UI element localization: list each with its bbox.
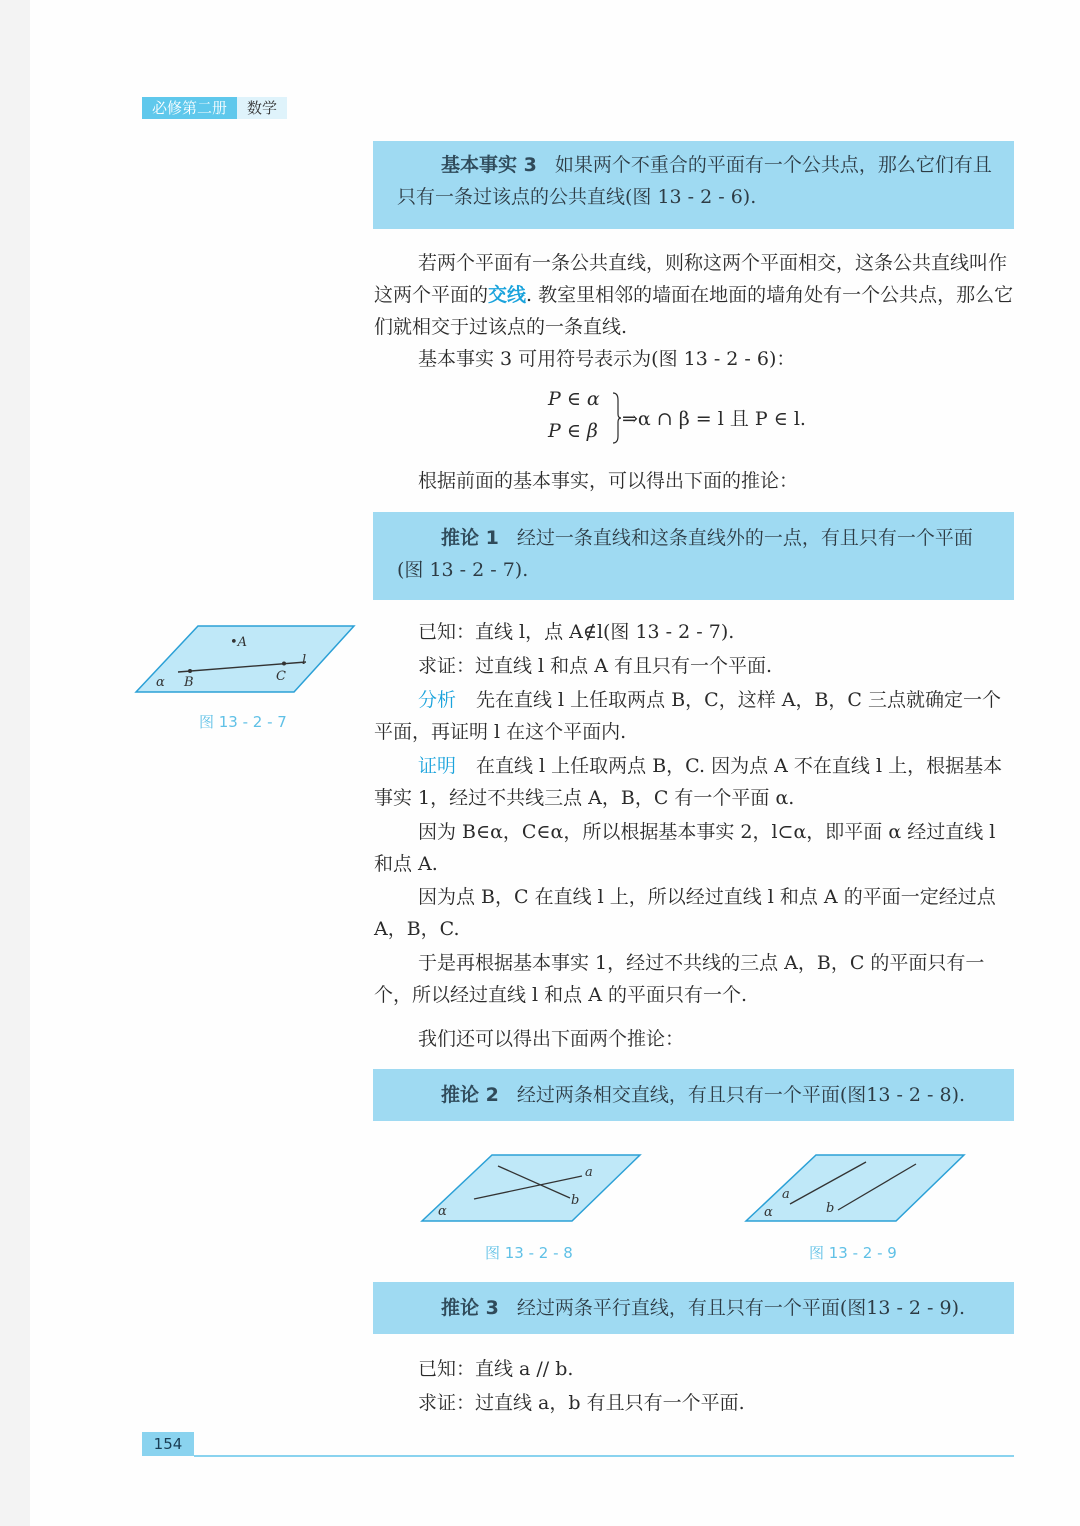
figure-13-2-8: [420, 1152, 644, 1224]
fig7-point-a-label: •A: [230, 635, 248, 650]
given-statement: 已知：直线 l，点 A∉l(图 13 - 2 - 7).: [418, 621, 735, 643]
corollary-1-title: 推论 1: [441, 527, 499, 549]
prove-statement: 求证：过直线 l 和点 A 有且只有一个平面.: [418, 655, 772, 677]
fig9-line-a-label: a: [782, 1187, 790, 1202]
fig7-point-c-label: C: [276, 669, 286, 684]
formula-brace: [612, 392, 622, 444]
final-prove-statement: 求证：过直线 a，b 有且只有一个平面.: [418, 1392, 745, 1414]
corollary-2-text: 经过两条相交直线，有且只有一个平面(图13 - 2 - 8).: [516, 1084, 966, 1106]
proof-paragraph-2: 因为 B∈α，C∈α，所以根据基本事实 2，l⊂α，即平面 α 经过直线 l 和点 A.: [374, 821, 996, 875]
header-book-label: 必修第二册: [142, 97, 237, 119]
final-given-statement: 已知：直线 a // b.: [418, 1358, 574, 1380]
proof-label: 证明: [418, 755, 457, 777]
corollary-3-box: [373, 1282, 1014, 1334]
fig8-plane-alpha-label: α: [438, 1204, 447, 1219]
page-edge-shade: [0, 0, 30, 1526]
formula-line-2: P ∈ β: [548, 420, 598, 442]
proof-paragraph-1: [374, 750, 1016, 814]
figure-13-2-8-caption: 图 13 - 2 - 8: [485, 1244, 573, 1262]
proof-paragraph-3: 因为点 B，C 在直线 l 上，所以经过直线 l 和点 A 的平面一定经过点 A，B，C.: [374, 886, 996, 940]
fig8-line-b-label: b: [571, 1193, 580, 1208]
fig9-plane-alpha-label: α: [764, 1205, 773, 1220]
paragraph-intersection-after: . 教室里相邻的墙面在地面的墙角处有一个公共点，那么它们就相交于过该点的一条直线.: [374, 284, 1014, 338]
paragraph-intersection-before: 若两个平面有一条公共直线，则称这两个平面相交，这条公共直线叫作这两个平面的: [374, 252, 1008, 306]
fig8-line-a-label: a: [585, 1165, 593, 1180]
formula-line-1: P ∈ α: [548, 388, 600, 410]
figure-13-2-9-caption: 图 13 - 2 - 9: [809, 1244, 897, 1262]
corollary-2-title: 推论 2: [441, 1084, 499, 1106]
fig7-line-l-label: l: [302, 653, 307, 668]
corollary-2-content: [397, 1079, 992, 1111]
paragraph-corollary-intro: 根据前面的基本事实，可以得出下面的推论：: [418, 470, 799, 492]
proof-paragraph-4: 于是再根据基本事实 1，经过不共线的三点 A，B，C 的平面只有一个，所以经过直线 l 和点 A 的平面只有一个.: [374, 952, 985, 1006]
analysis-label: 分析: [418, 689, 457, 711]
fact-3-text: 如果两个不重合的平面有一个公共点，那么它们有且只有一条过该点的公共直线(图 13 - 2 - 6).: [397, 154, 992, 208]
figure-13-2-7: [134, 620, 358, 696]
fact-3-box: [373, 141, 1014, 229]
corollary-1-box: [373, 512, 1014, 600]
paragraph-two-corollaries: 我们还可以得出下面两个推论：: [418, 1028, 685, 1050]
page-number: 154: [142, 1432, 194, 1456]
term-intersection-line: 交线: [488, 284, 527, 306]
figure-13-2-9: [744, 1152, 968, 1224]
footer-rule: [194, 1455, 1014, 1457]
fig7-plane-alpha-label: α: [156, 675, 165, 690]
header-subject-label: 数学: [237, 97, 287, 119]
corollary-2-box: [373, 1069, 1014, 1121]
figure-13-2-7-caption: 图 13 - 2 - 7: [199, 713, 287, 731]
formula-rhs: ⇒α ∩ β = l 且 P ∈ l.: [622, 408, 806, 430]
proof-text-1: 在直线 l 上任取两点 B，C. 因为点 A 不在直线 l 上，根据基本事实 1，经过不共线三点 A，B，C 有一个平面 α.: [374, 755, 1003, 809]
analysis-paragraph: [374, 684, 1016, 748]
corollary-3-text: 经过两条平行直线，有且只有一个平面(图13 - 2 - 9).: [516, 1297, 966, 1319]
running-header: [142, 97, 287, 119]
fact-3-title: 基本事实 3: [441, 154, 537, 176]
fact-3-content: [397, 149, 992, 213]
corollary-3-title: 推论 3: [441, 1297, 499, 1319]
fig9-line-b-label: b: [826, 1201, 835, 1216]
corollary-1-content: [397, 522, 992, 586]
paragraph-symbolic-intro: 基本事实 3 可用符号表示为(图 13 - 2 - 6)：: [418, 348, 796, 370]
corollary-1-text: 经过一条直线和这条直线外的一点，有且只有一个平面(图 13 - 2 - 7).: [397, 527, 973, 581]
fig7-point-b-label: B: [184, 675, 194, 690]
analysis-text: 先在直线 l 上任取两点 B，C，这样 A，B，C 三点就确定一个平面，再证明 l 在这个平面内.: [374, 689, 1002, 743]
corollary-3-content: [397, 1292, 992, 1324]
paragraph-intersection: [374, 247, 1016, 343]
fact-3-formula: [548, 388, 848, 450]
